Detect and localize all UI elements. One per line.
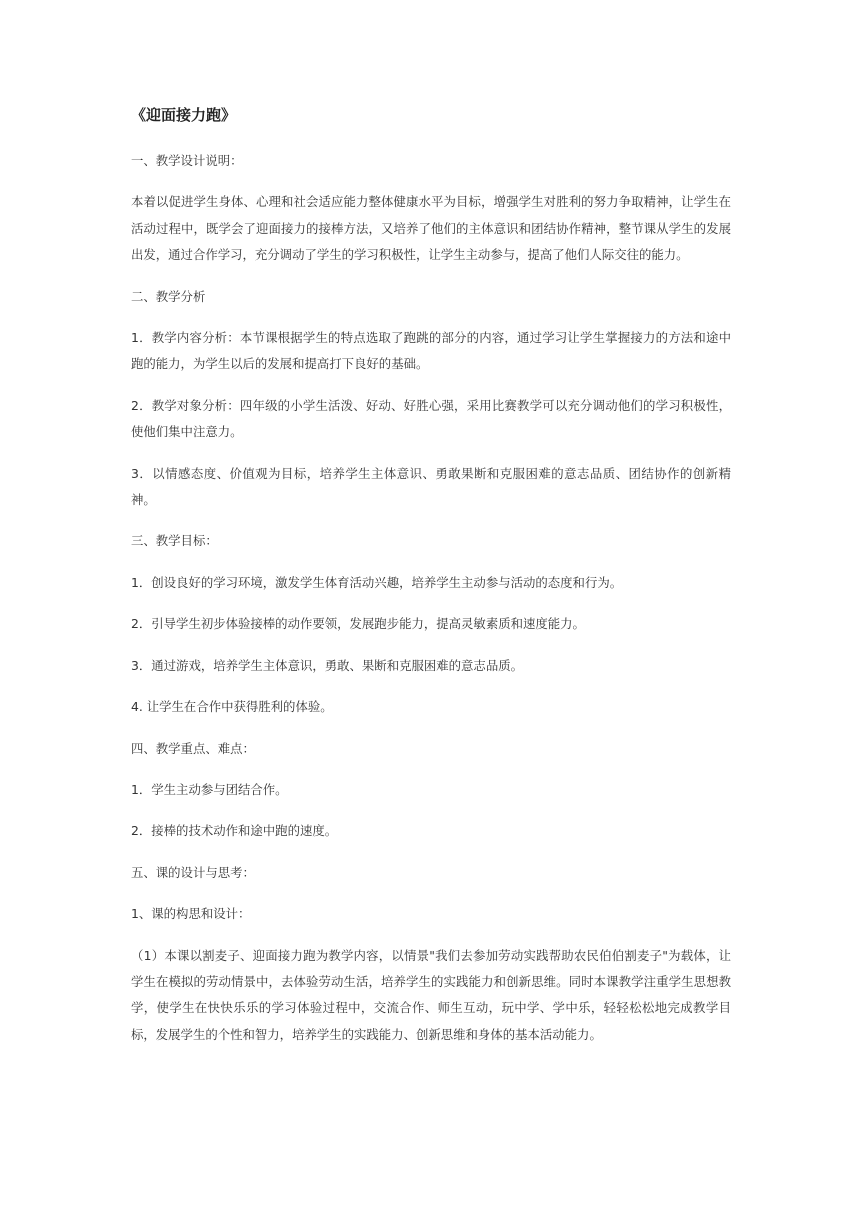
document-title: 《迎面接力跑》 (131, 106, 237, 124)
objective-item-2: 2．引导学生初步体验接棒的动作要领，发展跑步能力，提高灵敏素质和速度能力。 (131, 616, 585, 632)
paragraph-design-notes: 本着以促进学生身体、心理和社会适应能力整体健康水平为目标，增强学生对胜利的努力争取精神，让学生在活动过程中，既学会了迎面接力的接棒方法，又培养了他们的主体意识和团结协作精神，整节课从学生的发展出发，通过合作学习，充分调动了学生的学习积极性，让学生主动参与，提高了他们人际交往的能力。 (131, 194, 731, 263)
paragraph-content-analysis: 1．教学内容分析：本节课根据学生的特点选取了跑跳的部分的内容，通过学习让学生掌握接力的方法和途中跑的能力，为学生以后的发展和提高打下良好的基础。 (131, 330, 731, 372)
objective-item-4: 4. 让学生在合作中获得胜利的体验。 (131, 699, 333, 715)
key-point-item-2: 2．接棒的技术动作和途中跑的速度。 (131, 823, 338, 839)
key-point-item-1: 1．学生主动参与团结合作。 (131, 781, 288, 797)
section-heading-design-notes: 一、教学设计说明： (131, 153, 243, 168)
section-heading-design-thinking: 五、课的设计与思考： (131, 864, 255, 880)
subsection-heading-concept: 1、课的构思和设计： (131, 906, 251, 922)
document-page (131, 104, 731, 1063)
paragraph-concept-detail: （1）本课以割麦子、迎面接力跑为教学内容，以情景"我们去参加劳动实践帮助农民伯伯割麦子"为载体，让学生在模拟的劳动情景中，去体验劳动生活，培养学生的实践能力和创新思维。同时本课教学注重学生思想教学，使学生在快快乐乐的学习体验过程中，交流合作、师生互动，玩中学、学中乐，轻轻松松地完成教学目标，发展学生的个性和智力，培养学生的实践能力、创新思维和身体的基本活动能力。 (131, 947, 731, 1042)
section-heading-key-points: 四、教学重点、难点： (131, 740, 255, 756)
paragraph-emotional-goal: 3．以情感态度、价值观为目标，培养学生主体意识、勇敢果断和克服困难的意志品质、团结协作的创新精神。 (131, 465, 731, 508)
section-heading-analysis: 二、教学分析 (131, 288, 206, 304)
objective-item-1: 1．创设良好的学习环境，激发学生体育活动兴趣，培养学生主动参与活动的态度和行为。 (131, 574, 623, 590)
objective-item-3: 3．通过游戏，培养学生主体意识，勇敢、果断和克服困难的意志品质。 (131, 657, 523, 673)
section-heading-objectives: 三、教学目标： (131, 533, 218, 549)
paragraph-student-analysis: 2．教学对象分析：四年级的小学生活泼、好动、好胜心强，采用比赛教学可以充分调动他们的学习积极性，使他们集中注意力。 (131, 397, 731, 440)
